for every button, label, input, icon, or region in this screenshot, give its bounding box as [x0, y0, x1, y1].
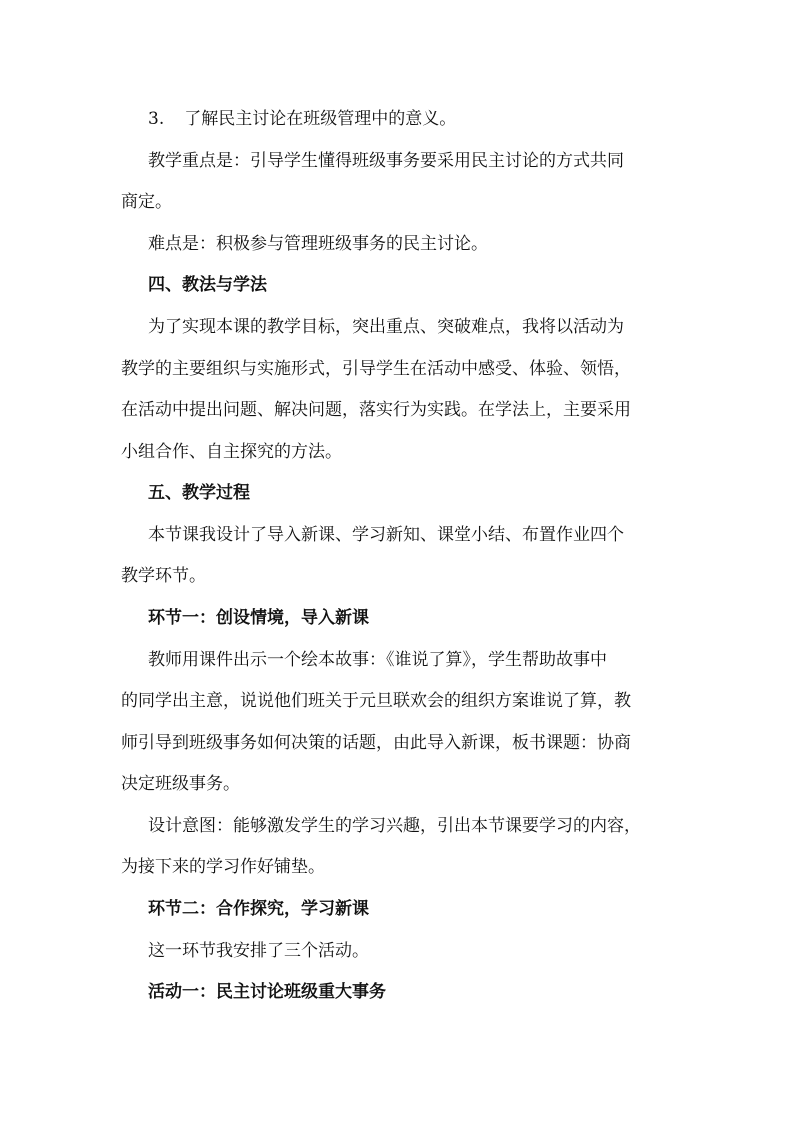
step-1-para-line-4: 决定班级事务。: [121, 774, 240, 794]
step-1-para-line-2: 的同学出主意，说说他们班关于元旦联欢会的组织方案谁说了算，教: [121, 691, 631, 711]
section-5-para-line-2: 教学环节。: [121, 566, 206, 586]
section-4-heading: 四、教法与学法: [148, 275, 267, 295]
key-point-line-1: 教学重点是：引导学生懂得班级事务要采用民主讨论的方式共同: [148, 151, 624, 171]
difficult-point: 难点是：积极参与管理班级事务的民主讨论。: [148, 234, 488, 254]
section-4-para-line-4: 小组合作、自主探究的方法。: [121, 442, 342, 462]
section-5-para-line-1: 本节课我设计了导入新课、学习新知、课堂小结、布置作业四个: [148, 525, 624, 545]
section-4-para-line-2: 教学的主要组织与实施形式，引导学生在活动中感受、体验、领悟，: [121, 359, 631, 379]
step-2-para: 这一环节我安排了三个活动。: [148, 941, 369, 961]
objective-item-3: [148, 107, 456, 131]
design-intent-line-2: 为接下来的学习作好铺垫。: [121, 857, 325, 877]
section-4-para-line-3: 在活动中提出问题、解决问题，落实行为实践。在学法上，主要采用: [121, 400, 631, 420]
section-4-para-line-1: 为了实现本课的教学目标，突出重点、突破难点，我将以活动为: [148, 317, 624, 337]
key-point-line-2: 商定。: [121, 192, 172, 212]
step-2-heading: 环节二：合作探究，学习新课: [148, 899, 369, 919]
step-1-para-line-3: 师引导到班级事务如何决策的话题，由此导入新课，板书课题：协商: [121, 733, 631, 753]
activity-1-heading: 活动一：民主讨论班级重大事务: [148, 982, 386, 1002]
step-1-heading: 环节一：创设情境，导入新课: [148, 608, 369, 628]
section-5-heading: 五、教学过程: [148, 483, 250, 503]
design-intent-line-1: 设计意图：能够激发学生的学习兴趣，引出本节课要学习的内容，: [148, 816, 641, 836]
item-number: 3.: [148, 109, 165, 129]
item-text: 了解民主讨论在班级管理中的意义。: [184, 109, 457, 129]
step-1-para-line-1: 教师用课件出示一个绘本故事：《谁说了算》，学生帮助故事中: [148, 650, 607, 670]
